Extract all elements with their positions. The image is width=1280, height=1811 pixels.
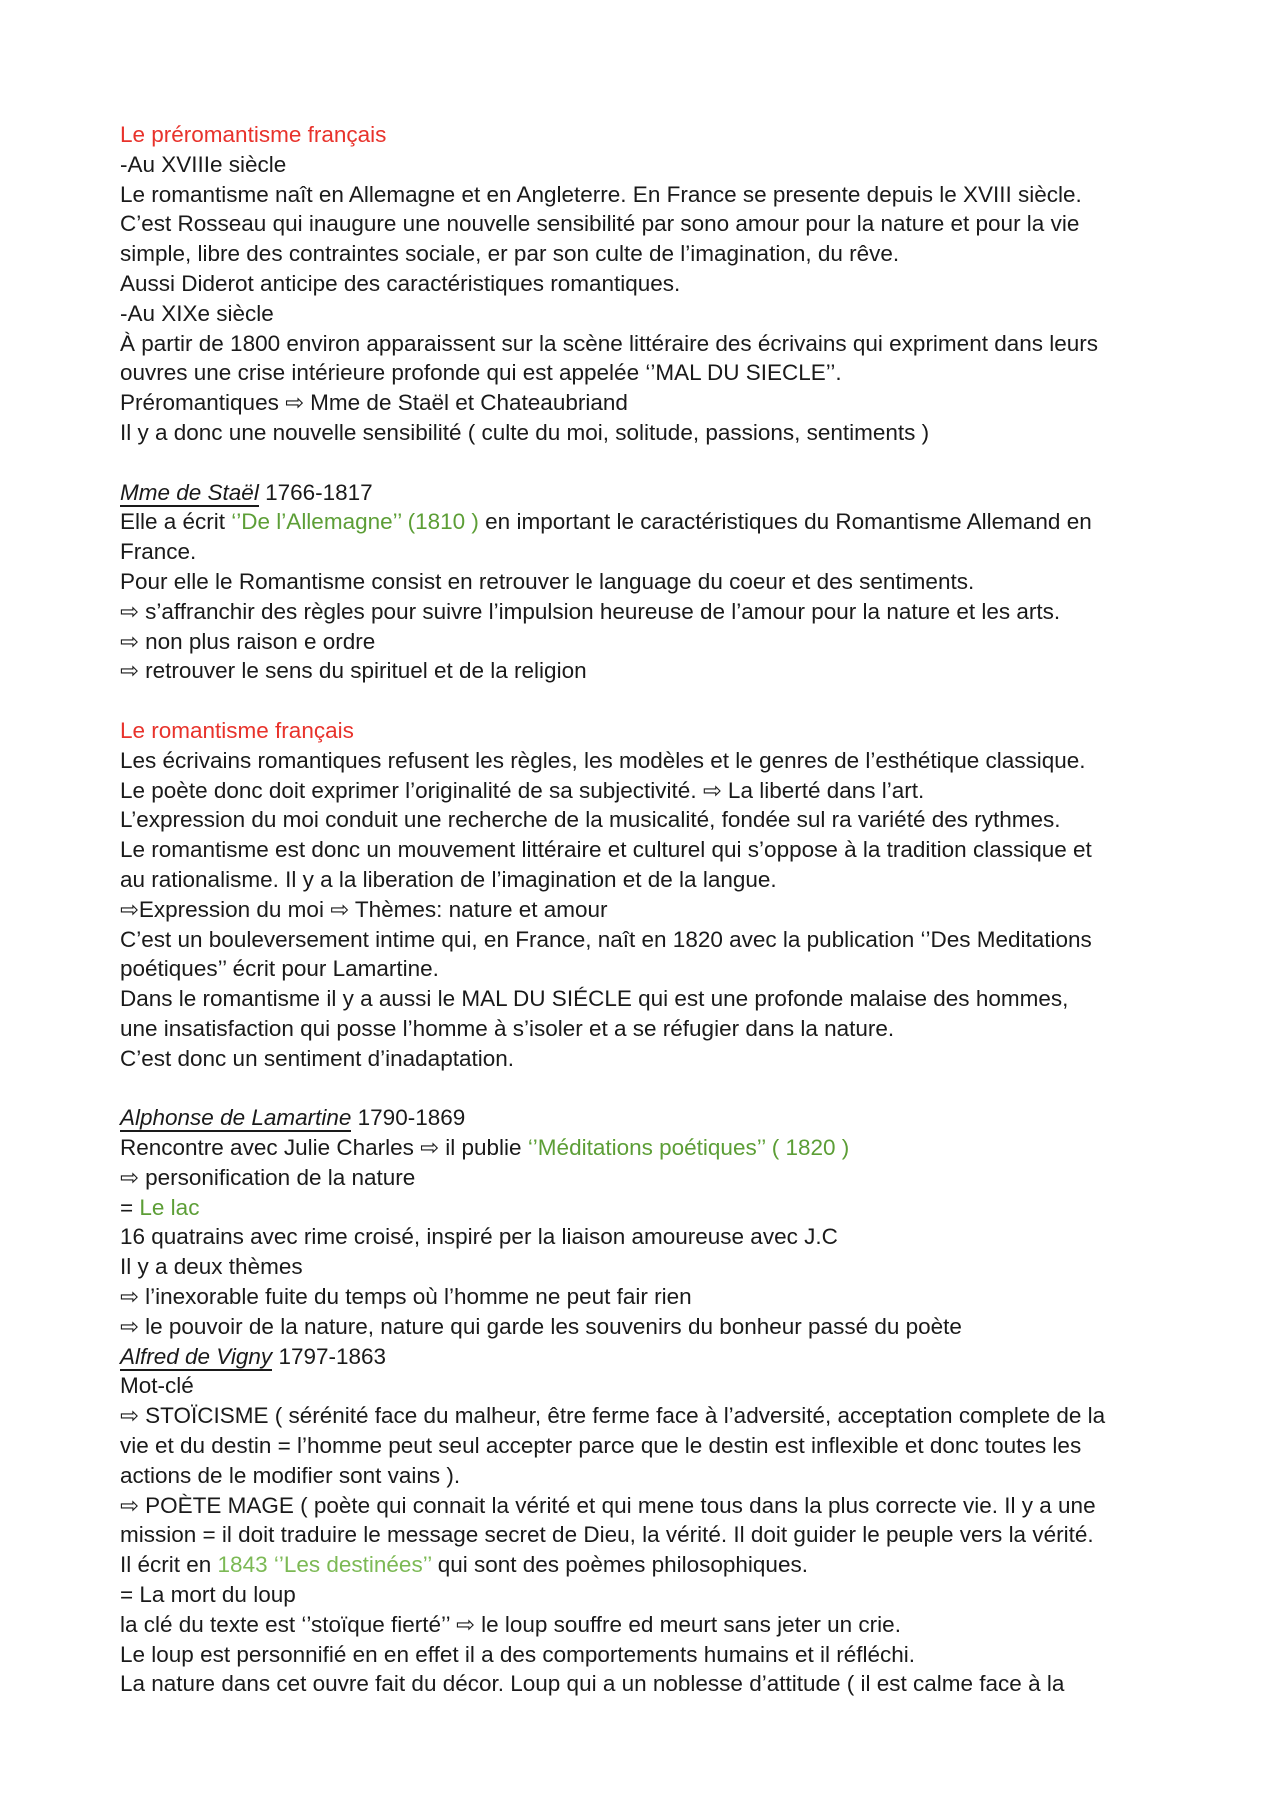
author-name: Mme de Staël (120, 479, 259, 505)
text-line: Les écrivains romantiques refusent les règles, les modèles et le genres de l’esthétique classique. (120, 747, 1086, 773)
text-line: C’est Rosseau qui inaugure une nouvelle sensibilité par sono amour pour la nature et pour la vie (120, 211, 1080, 237)
paragraph-gap (120, 448, 1180, 478)
author-name: Alfred de Vigny (120, 1343, 273, 1369)
text-span: = (120, 1194, 140, 1220)
text-line: Mot-clé (120, 1373, 194, 1399)
text-line: -Au XIXe siècle (120, 300, 274, 326)
text-line: ⇨ s’affranchir des règles pour suivre l’impulsion heureuse de l’amour pour la nature et les arts. (120, 598, 1061, 624)
text-line: Le romantisme est donc un mouvement littéraire et culturel qui s’oppose à la tradition classique et (120, 837, 1092, 863)
text-line: France. (120, 539, 197, 565)
text-span: Rencontre avec Julie Charles ⇨ il publie (120, 1135, 528, 1161)
author-name: Alphonse de Lamartine (120, 1105, 352, 1131)
text-line (120, 507, 1180, 537)
text-line: une insatisfaction qui posse l’homme à s’isoler et a se réfugier dans la nature. (120, 1015, 895, 1041)
text-line: au rationalisme. Il y a la liberation de l’imagination et de la langue. (120, 866, 777, 892)
text-line (120, 1550, 1180, 1580)
text-span: Il écrit en (120, 1552, 218, 1578)
work-title: ‘’Méditations poétiques’’ ( 1820 ) (527, 1135, 850, 1161)
text-line: Le loup est personnifié en en effet il a des comportements humains et il réfléchi. (120, 1641, 916, 1667)
text-line: Il y a donc une nouvelle sensibilité ( culte du moi, solitude, passions, sentiments ) (120, 419, 930, 445)
text-line: La nature dans cet ouvre fait du décor. Loup qui a un noblesse d’attitude ( il est calme face à la (120, 1671, 1065, 1697)
text-line: Le romantisme naît en Allemagne et en Angleterre. En France se presente depuis le XVIII siècle. (120, 181, 1082, 207)
text-line: 16 quatrains avec rime croisé, inspiré per la liaison amoureuse avec J.C (120, 1224, 838, 1250)
text-line: poétiques’’ écrit pour Lamartine. (120, 956, 439, 982)
text-line: À partir de 1800 environ apparaissent sur la scène littéraire des écrivains qui expriment dans leurs (120, 330, 1099, 356)
work-title: ‘’De l’Allemagne’’ (1810 ) (231, 509, 479, 535)
text-line: ⇨ POÈTE MAGE ( poète qui connait la vérité et qui mene tous dans la plus correcte vie. Il y a une (120, 1492, 1096, 1518)
section-title-romantisme: Le romantisme français (120, 717, 354, 743)
text-line: ⇨Expression du moi ⇨ Thèmes: nature et amour (120, 896, 608, 922)
text-line: = La mort du loup (120, 1582, 296, 1608)
section-title-preromantisme: Le préromantisme français (120, 122, 387, 147)
author-dates: 1790-1869 (351, 1105, 466, 1131)
text-line: C’est un bouleversement intime qui, en France, naît en 1820 avec la publication ‘’Des Meditations (120, 926, 1092, 952)
text-line: ⇨ non plus raison e ordre (120, 628, 376, 654)
text-line: ⇨ retrouver le sens du spirituel et de la religion (120, 658, 587, 684)
text-span: qui sont des poèmes philosophiques. (431, 1552, 808, 1578)
author-heading-vigny (120, 1342, 1180, 1372)
text-line: L’expression du moi conduit une recherche de la musicalité, fondée sul ra variété des rythmes. (120, 807, 1061, 833)
work-title: 1843 ‘’Les destinées’’ (217, 1552, 432, 1578)
text-line: actions de le modifier sont vains ). (120, 1462, 461, 1488)
text-line: Le poète donc doit exprimer l’originalité de sa subjectivité. ⇨ La liberté dans l’art. (120, 777, 925, 803)
text-line: Il y a deux thèmes (120, 1254, 303, 1280)
author-dates: 1766-1817 (258, 479, 373, 505)
author-heading-lamartine (120, 1103, 1180, 1133)
text-line: simple, libre des contraintes sociale, er par son culte de l’imagination, du rêve. (120, 241, 900, 267)
text-line: ⇨ le pouvoir de la nature, nature qui garde les souvenirs du bonheur passé du poète (120, 1313, 962, 1339)
text-span: Elle a écrit (120, 509, 232, 535)
text-line: Aussi Diderot anticipe des caractéristiques romantiques. (120, 270, 681, 296)
paragraph-gap (120, 1074, 1180, 1104)
text-line: C’est donc un sentiment d’inadaptation. (120, 1045, 515, 1071)
text-line: ⇨ personification de la nature (120, 1164, 416, 1190)
author-dates: 1797-1863 (272, 1343, 387, 1369)
work-title: Le lac (139, 1194, 200, 1220)
paragraph-gap (120, 686, 1180, 716)
text-line: Dans le romantisme il y a aussi le MAL DU SIÉCLE qui est une profonde malaise des hommes, (120, 986, 1069, 1012)
text-line: ouvres une crise intérieure profonde qui est appelée ‘’MAL DU SIECLE’’. (120, 360, 842, 386)
text-line: mission = il doit traduire le message secret de Dieu, la vérité. Il doit guider le peuple vers la vérité. (120, 1522, 1094, 1548)
text-line (120, 1133, 1180, 1163)
text-line: ⇨ l’inexorable fuite du temps où l’homme ne peut fair rien (120, 1284, 692, 1310)
text-line: ⇨ STOÏCISME ( sérénité face du malheur, être ferme face à l’adversité, acceptation complete de la (120, 1403, 1106, 1429)
text-line: vie et du destin = l’homme peut seul accepter parce que le destin est inflexible et donc toutes les (120, 1433, 1082, 1459)
text-line: la clé du texte est ‘’stoïque fierté’’ ⇨ le loup souffre ed meurt sans jeter un crie. (120, 1611, 901, 1637)
text-line (120, 1193, 1180, 1223)
text-line: -Au XVIIIe siècle (120, 151, 287, 177)
text-line: Préromantiques ⇨ Mme de Staël et Chateaubriand (120, 390, 628, 416)
text-span: en important le caractéristiques du Romantisme Allemand en (478, 509, 1092, 535)
author-heading-stael (120, 478, 1180, 508)
text-line: Pour elle le Romantisme consist en retrouver le language du coeur et des sentiments. (120, 568, 975, 594)
